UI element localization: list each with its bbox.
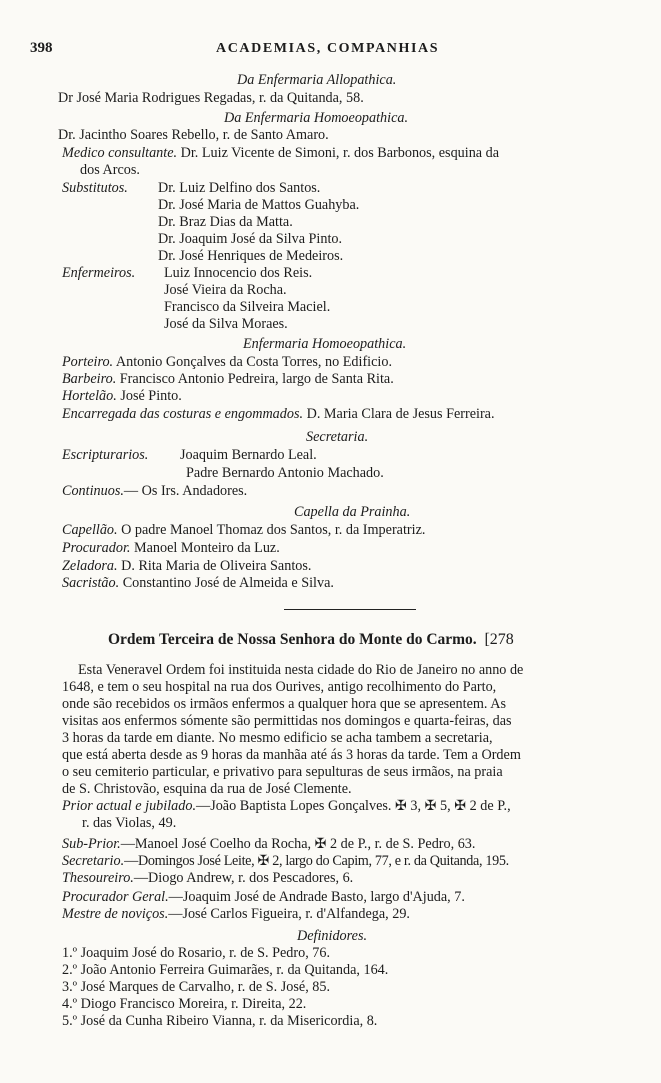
barber-entry [62, 371, 394, 388]
attendants-label: Continuos. [62, 483, 124, 499]
treasurer-label: Thesoureiro. [62, 870, 134, 886]
paragraph-line: 3 horas da tarde em diante. No mesmo edificio se acha tambem a secretaria, [62, 730, 493, 746]
treasurer-text: —Diogo Andrew, r. dos Pescadores, 6. [133, 870, 354, 886]
porter-label: Porteiro. [62, 354, 114, 370]
definitor-number: 2.º [62, 962, 78, 978]
general-procurator-label: Procurador Geral. [62, 889, 169, 905]
definitor-text: José Marques de Carvalho, r. de S. José, 85. [80, 979, 331, 995]
nurses-label: Enfermeiros. [62, 265, 136, 281]
homeopathic-doctor: Dr. Jacintho Soares Rebello, r. de Santo Amaro. [58, 127, 329, 143]
definitor-number: 5.º [62, 1013, 78, 1029]
paragraph-line: 1648, e tem o seu hospital na rua dos Ourives, antigo recolhimento do Parto, [62, 679, 497, 695]
consultant-entry [62, 145, 499, 162]
secretary-text: —Domingos José Leite, ✠ 2, largo do Capim, 77, e r. da Quitanda, 195. [124, 853, 509, 869]
consultant-text-cont: dos Arcos. [80, 162, 140, 178]
sacristan-label: Sacristão. [62, 575, 120, 591]
prior-entry [62, 798, 511, 815]
keeper-text: D. Rita Maria de Oliveira Santos. [117, 558, 312, 574]
prior-text-cont: r. das Violas, 49. [82, 815, 177, 831]
substitutes-label: Substitutos. [62, 180, 128, 196]
substitute-item: Dr. José Henriques de Medeiros. [158, 248, 344, 264]
procurator-entry [62, 540, 280, 557]
barber-text: Francisco Antonio Pedreira, largo de Santa Rita. [116, 371, 394, 387]
definitors-heading: Definidores. [297, 928, 368, 944]
prior-label: Prior actual e jubilado. [62, 798, 196, 814]
chaplain-entry [62, 522, 425, 539]
attendants-entry [62, 483, 247, 500]
allopathic-doctor: Dr José Maria Rodrigues Regadas, r. da Quitanda, 58. [58, 90, 364, 106]
allopathic-heading: Da Enfermaria Allopathica. [237, 72, 397, 88]
paragraph-line: que está aberta desde as 9 horas da manhãa até ás 3 horas da tarde. Tem a Ordem [62, 747, 521, 763]
order-reference: [278 [484, 631, 514, 648]
porter-text: Antonio Gonçalves da Costa Torres, no Edificio. [113, 354, 393, 370]
definitor-text: João Antonio Ferreira Guimarães, r. da Quitanda, 164. [80, 962, 389, 978]
order-title-text: Ordem Terceira de Nossa Senhora do Monte do Carmo. [108, 631, 477, 648]
definitor-number: 3.º [62, 979, 78, 995]
definitor-text: José da Cunha Ribeiro Vianna, r. da Misericordia, 8. [80, 1013, 378, 1029]
definitor-number: 4.º [62, 996, 78, 1012]
treasurer-entry [62, 870, 353, 887]
definitor-number: 1.º [62, 945, 78, 961]
definitor-text: Joaquim José do Rosario, r. de S. Pedro, 76. [80, 945, 331, 961]
definitor-item [62, 979, 330, 996]
definitor-item [62, 962, 388, 979]
substitute-item: Dr. José Maria de Mattos Guahyba. [158, 197, 360, 213]
clerk-item: Joaquim Bernardo Leal. [180, 447, 317, 463]
subprior-entry [62, 836, 475, 853]
clerks-label: Escripturarios. [62, 447, 149, 463]
keeper-label: Zeladora. [62, 558, 118, 574]
gardener-text: José Pinto. [116, 388, 182, 404]
nurse-item: José Vieira da Rocha. [164, 282, 287, 298]
consultant-label: Medico consultante. [62, 145, 178, 161]
porter-entry [62, 354, 392, 371]
nurse-item: Francisco da Silveira Maciel. [164, 299, 331, 315]
sacristan-entry [62, 575, 334, 592]
homeopathic-heading: Da Enfermaria Homoeopathica. [224, 110, 409, 126]
consultant-text: Dr. Luiz Vicente de Simoni, r. dos Barbonos, esquina da [177, 145, 500, 161]
paragraph-line: de S. Christovão, esquina da rua de José Clemente. [62, 781, 352, 797]
clerk-item: Padre Bernardo Antonio Machado. [186, 465, 384, 481]
barber-label: Barbeiro. [62, 371, 117, 387]
procurator-text: Manoel Monteiro da Luz. [130, 540, 280, 556]
chaplain-text: O padre Manoel Thomaz dos Santos, r. da Imperatriz. [117, 522, 426, 538]
chaplain-label: Capellão. [62, 522, 118, 538]
gardener-label: Hortelão. [62, 388, 117, 404]
subprior-text: —Manoel José Coelho da Rocha, ✠ 2 de P., r. de S. Pedro, 63. [120, 836, 476, 852]
definitor-item [62, 996, 306, 1013]
nurse-item: Luiz Innocencio dos Reis. [164, 265, 313, 281]
procurator-label: Procurador. [62, 540, 131, 556]
gardener-entry [62, 388, 182, 405]
substitute-item: Dr. Luiz Delfino dos Santos. [158, 180, 321, 196]
paragraph-line: onde são recebidos os irmãos enfermos a qualquer hora que se apresentem. As [62, 696, 507, 712]
nurse-item: José da Silva Moraes. [164, 316, 288, 332]
homeopathic-ward-heading: Enfermaria Homoeopathica. [243, 336, 407, 352]
sacristan-text: Constantino José de Almeida e Silva. [119, 575, 334, 591]
definitor-item [62, 1013, 377, 1030]
secretary-label: Secretario. [62, 853, 125, 869]
substitute-item: Dr. Braz Dias da Matta. [158, 214, 293, 230]
attendants-text: — Os Irs. Andadores. [123, 483, 248, 499]
paragraph-line: Esta Veneravel Ordem foi instituida nesta cidade do Rio de Janeiro no anno de [78, 662, 524, 678]
paragraph-line: o seu cemiterio particular, e privativo para sepulturas de seus irmãos, na praia [62, 764, 503, 780]
novice-master-label: Mestre de noviços. [62, 906, 169, 922]
section-divider [284, 609, 416, 610]
secretariat-heading: Secretaria. [306, 429, 369, 445]
secretary-entry [62, 853, 509, 870]
seamstress-label: Encarregada das costuras e engommados. [62, 406, 304, 422]
running-title: ACADEMIAS, COMPANHIAS [216, 41, 440, 56]
order-title [108, 631, 514, 648]
definitor-item [62, 945, 330, 962]
novice-master-text: —José Carlos Figueira, r. d'Alfandega, 29. [168, 906, 410, 922]
definitor-text: Diogo Francisco Moreira, r. Direita, 22. [80, 996, 307, 1012]
seamstress-entry [62, 406, 495, 423]
subprior-label: Sub-Prior. [62, 836, 121, 852]
novice-master-entry [62, 906, 410, 923]
keeper-entry [62, 558, 311, 575]
substitute-item: Dr. Joaquim José da Silva Pinto. [158, 231, 343, 247]
page-number: 398 [30, 40, 53, 56]
paragraph-line: visitas aos enfermos sómente são permittidas nos domingos e quarta-feiras, das [62, 713, 512, 729]
general-procurator-text: —Joaquim José de Andrade Basto, largo d'Ajuda, 7. [168, 889, 465, 905]
general-procurator-entry [62, 889, 465, 906]
seamstress-text: D. Maria Clara de Jesus Ferreira. [303, 406, 495, 422]
prior-text: —João Baptista Lopes Gonçalves. ✠ 3, ✠ 5, ✠ 2 de P., [196, 798, 511, 814]
chapel-heading: Capella da Prainha. [294, 504, 411, 520]
